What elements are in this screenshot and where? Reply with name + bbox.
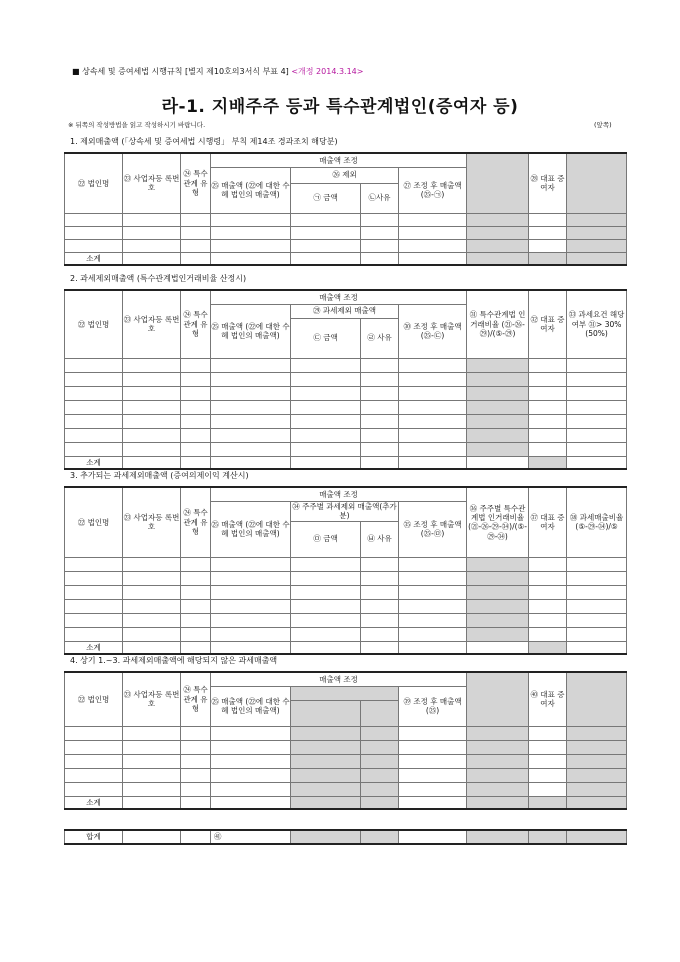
section-2-heading: 2. 과세제외매출액 (특수관계법인거래비율 산정시)	[70, 274, 247, 283]
col-company-name: ㉒ 법인명	[65, 672, 123, 726]
col-company-name: ㉒ 법인명	[65, 290, 123, 358]
col-relation-type: ㉔ 특수 관계 유형	[181, 487, 211, 557]
col-adjusted-sales: ㉚ 조정 후 매출액 (㉕-㉢)	[399, 304, 467, 358]
instruction-note: ※ 뒤쪽의 작성방법을 읽고 작성하시기 바랍니다.	[68, 121, 206, 129]
section-4-heading: 4. 상기 1.~3. 과세제외매출액에 해당되지 않은 과세매출액	[70, 656, 278, 665]
col-representative-donor: ㊵ 대표 증여자	[529, 672, 567, 726]
col-business-number: ㉓ 사업자등 록번호	[123, 672, 181, 726]
form-header	[72, 66, 363, 77]
col-sales: ㉕ 매출액 (㉒에 대한 수혜 법인의 매출액)	[211, 501, 291, 557]
section-1-table	[64, 152, 627, 266]
col-representative-donor: ㊲ 대표 증여자	[529, 487, 567, 557]
col-business-number: ㉓ 사업자등 록번호	[123, 487, 181, 557]
total-sales-marker: ㊶	[211, 830, 291, 844]
col-tax-excluded-sales: ㉙ 과세제외 매출액	[291, 304, 399, 318]
col-relation-type: ㉔ 특수 관계 유형	[181, 672, 211, 726]
col-adjusted-sales: ㊴ 조정 후 매출액(㉕)	[399, 686, 467, 726]
section-2-table	[64, 289, 627, 470]
col-sales: ㉕ 매출액 (㉒에 대한 수혜 법인의 매출액)	[211, 686, 291, 726]
col-excluded-amount: ㉤ 금액	[291, 521, 361, 557]
col-related-trade-ratio: ㉛ 특수관계법 인거래비율 (㉑-㉖-㉙)/(⑤-㉙)	[467, 290, 529, 358]
total-label: 합계	[65, 830, 123, 844]
col-excluded-amount: ㉢ 금액	[291, 318, 361, 358]
col-excluded-reason: ㉥ 사유	[361, 521, 399, 557]
col-relation-type: ㉔ 특수 관계 유형	[181, 153, 211, 213]
col-business-number: ㉓ 사업자등 록번호	[123, 290, 181, 358]
col-excluded-reason: ㉡사유	[361, 183, 399, 213]
col-adjusted-sales: ㉗ 조정 후 매출액 (㉕-㉠)	[399, 167, 467, 213]
revision-text: <개정 2014.3.14>	[291, 67, 364, 76]
form-title: 라-1. 지배주주 등과 특수관계법인(증여자 등)	[161, 97, 519, 117]
input-cell[interactable]	[65, 213, 123, 226]
col-shareholder-excluded-sales: ㉞ 주주별 과세제외 매출액(추가분)	[292, 501, 397, 520]
col-company-name: ㉒ 법인명	[65, 487, 123, 557]
col-excluded-amount: ㉠ 금액	[291, 183, 361, 213]
col-representative-donor: ㉜ 대표 증여자	[529, 290, 567, 358]
regulation-text: ■ 상속세 및 증여세법 시행규칙 [별지 제10호의3서식 부표 4]	[72, 67, 289, 76]
col-sales-adjustment: 매출액 조정	[211, 290, 467, 304]
col-sales: ㉕ 매출액 (㉒에 대한 수혜 법인의 매출액)	[211, 167, 291, 213]
col-sales-adjustment: 매출액 조정	[211, 487, 467, 501]
section-3-table	[64, 486, 627, 655]
section-1-heading: 1. 제외매출액 (「상속세 및 증여세법 시행령」 부칙 제14조 경과조치 해당분)	[70, 137, 338, 146]
col-representative-donor: ㉘ 대표 증여자	[529, 153, 567, 213]
section-4-table	[64, 671, 627, 810]
col-business-number: ㉓ 사업자등 록번호	[123, 153, 181, 213]
section-3-heading: 3. 추가되는 과세제외매출액 (증여의제이익 계산시)	[70, 471, 249, 480]
col-relation-type: ㉔ 특수 관계 유형	[181, 290, 211, 358]
col-excluded-reason: ㉣ 사유	[361, 318, 399, 358]
col-sales: ㉕ 매출액 (㉒에 대한 수혜 법인의 매출액)	[211, 304, 291, 358]
col-taxable-sales-ratio: ㊳ 과세매출비율 (⑤-㉙-㉞)/⑤	[567, 487, 627, 557]
total-table	[64, 829, 627, 845]
col-sales-adjustment: 매출액 조정	[211, 153, 467, 167]
col-excluded: ㉖ 제외	[291, 167, 399, 183]
col-sales-adjustment: 매출액 조정	[211, 672, 467, 686]
subtotal-label: 소계	[65, 796, 123, 809]
subtotal-label: 소계	[65, 252, 123, 265]
col-taxable-condition: ㉝ 과세요건 해당 여부 ㉛> 30% (50%)	[567, 290, 627, 358]
page-side-label: (앞쪽)	[594, 121, 612, 129]
subtotal-label: 소계	[65, 456, 123, 469]
col-shareholder-trade-ratio: ㊱ 주주별 특수관계법 인거래비율 (㉑-㉖-㉙-㉞)/(⑤-㉙-㉞)	[467, 487, 529, 557]
col-adjusted-sales: ㉟ 조정 후 매출액 (㉕-㉤)	[399, 501, 467, 557]
subtotal-label: 소계	[65, 641, 123, 654]
col-company-name: ㉒ 법인명	[65, 153, 123, 213]
